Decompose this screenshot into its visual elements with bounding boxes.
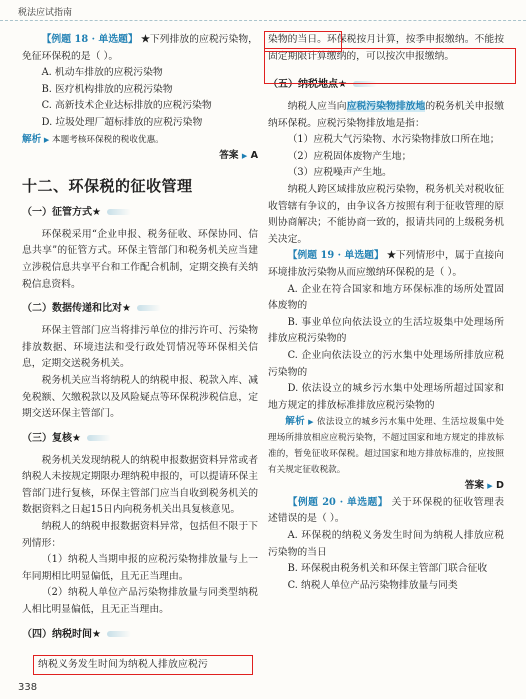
example-20-label: 【例题 20 · 单选题】	[287, 496, 389, 508]
example-20-option-c: C. 纳税人单位产品污染物排放量与同类	[287, 579, 458, 591]
subsection-title-2: （二）数据传递和比对★	[22, 301, 258, 317]
answer-value: A	[250, 149, 258, 161]
example-19-stem: 【例题 19 · 单选题】 ★下列情形中，属于直接向环境排放污染物从而应缴纳环保税的是（ ）。	[268, 250, 504, 278]
paragraph: 环保主管部门应当将排污单位的排污许可、污染物排放数据、环境违法和受行政处罚情况等环保相关信息，定期交送税务机关。	[22, 325, 258, 370]
example-19-option-b: B. 事业单位向依法设立的生活垃圾集中处理场所排放应税污染物的	[268, 316, 504, 345]
subsection-title-3: （三）复核★	[22, 431, 258, 447]
arrow-icon: ▶	[241, 151, 248, 160]
answer-label: 答案	[219, 149, 239, 161]
highlight-box	[33, 655, 253, 675]
example-18-answer	[22, 148, 258, 165]
list-item: （1）应税大气污染物、水污染物排放口所在地；	[287, 134, 500, 146]
example-18-explanation	[22, 132, 258, 148]
subsection-title-1: （一）征管方式★	[22, 205, 258, 221]
arrow-icon: ▶	[308, 418, 314, 427]
page-number: 338	[18, 682, 38, 693]
arrow-icon: ▶	[43, 135, 50, 144]
paragraph: 纳税人跨区域排放应税污染物，税务机关对税收征收管辖有争议的，由争议各方按照有利于征收管理的原则协商解决；不能协商一致的，报请共同的上级税务机关决定。	[268, 183, 504, 245]
right-column	[268, 31, 504, 594]
list-item: （2）应税固体废物产生地；	[287, 150, 412, 162]
list-item: （3）应税噪声产生地。	[287, 167, 392, 179]
subsection-title-5: （五）纳税地点★	[268, 77, 504, 93]
example-20-option-a: A. 环保税的纳税义务发生时间为纳税人排放应税污染物的当日	[268, 530, 504, 558]
example-19-label: 【例题 19 · 单选题】	[287, 250, 384, 262]
example-19-answer: 答案 ▶ D	[464, 480, 504, 492]
example-19-option-d: D. 依法设立的城乡污水集中处理场所超过国家和地方规定的排放标准排放应税污染物的	[268, 383, 504, 411]
example-18-label: 【例题 18 · 单选题】	[41, 34, 138, 45]
tax-time-paragraph: 纳税义务发生时间为纳税人排放应税污	[38, 659, 208, 670]
section-title: 十二、环保税的征收管理	[22, 177, 193, 196]
paragraph: 税务机关应当将纳税人的纳税申报、税款入库、减免税额、欠缴税款以及风险疑点等环保税涉税信息，定期交送环保主管部门。	[22, 374, 258, 420]
example-19-option-a: A. 企业在符合国家和地方环保标准的场所处置固体废物的	[268, 283, 504, 312]
paragraph: 纳税人的纳税申报数据资料异常，包括但不限于下列情形：	[22, 521, 258, 549]
example-18-option-a: A. 机动车排放的应税污染物	[41, 67, 163, 79]
example-18-question: 下列排放的应税污染物，免征环保税的是（ ）。	[22, 34, 258, 62]
example-19-explanation: 解析 ▶ 依法设立的城乡污水集中处理、生活垃圾集中处理场所排放相应应税污染物，不超过国家和地方规定的排放标准的，暂免征收环保税。超过国家和地方排放标准的，应按照有关规定征收税款。	[268, 416, 505, 476]
paragraph: 环保税采用“企业申报、税务征收、环保协同、信息共享”的征管方式。环保主管部门和税务机关应当建立涉税信息共享平台和工作配合机制，定期交换有关纳税信息资料。	[22, 228, 258, 290]
page-header	[0, 0, 526, 22]
subsection-title-4: （四）纳税时间★	[22, 627, 258, 643]
tax-time-continuation: 染物的当日。环保税按月计算，按季申报缴纳。不能按固定期限计算缴纳的，可以按次申报缴纳。	[268, 34, 504, 62]
paragraph: （2）纳税人单位产品污染物排放量与同类型纳税人相比明显偏低，且无正当理由。	[22, 587, 258, 616]
highlight-box	[264, 48, 516, 84]
example-18-stem	[22, 32, 258, 65]
paragraph: （1）纳税人当期申报的应税污染物排放量与上一年同期相比明显偏低，且无正当理由。	[22, 554, 258, 582]
example-19-option-c: C. 企业向依法设立的污水集中处理场所排放应税污染物的	[268, 349, 504, 378]
example-20-option-b: B. 环保税由税务机关和环保主管部门联合征收	[287, 563, 488, 575]
example-20-stem: 【例题 20 · 单选题】 关于环保税的征收管理表述错误的是（ ）。	[268, 496, 504, 525]
paragraph: 税务机关发现纳税人的纳税申报数据资料异常或者纳税人未按规定期限办理纳税申报的，可以提请环保主管部门进行复核，环保主管部门应当自收到税务机关的数据资料之日起15日内向税务机关出具复核意见。	[22, 454, 258, 516]
tax-place-paragraph: 纳税人应当向应税污染物排放地的税务机关申报缴纳环保税。应税污染物排放地是指：	[268, 101, 505, 129]
star-icon: ★	[141, 34, 150, 45]
arrow-icon: ▶	[487, 482, 493, 491]
example-18-option-c: C. 高新技术企业达标排放的应税污染物	[41, 100, 212, 112]
explanation-text: 本题考核环保税的税收优惠。	[52, 134, 164, 145]
example-18-option-d: D. 垃圾处理厂超标排放的应税污染物	[41, 116, 203, 128]
header-title: 税法应试指南	[18, 8, 73, 18]
star-icon: ★	[387, 250, 396, 262]
explanation-label: 解析	[22, 133, 42, 145]
example-18-option-b: B. 医疗机构排放的应税污染物	[41, 83, 173, 95]
header-divider	[0, 20, 526, 21]
highlight-text: 应税污染物排放地	[346, 101, 426, 112]
left-column	[22, 32, 258, 649]
